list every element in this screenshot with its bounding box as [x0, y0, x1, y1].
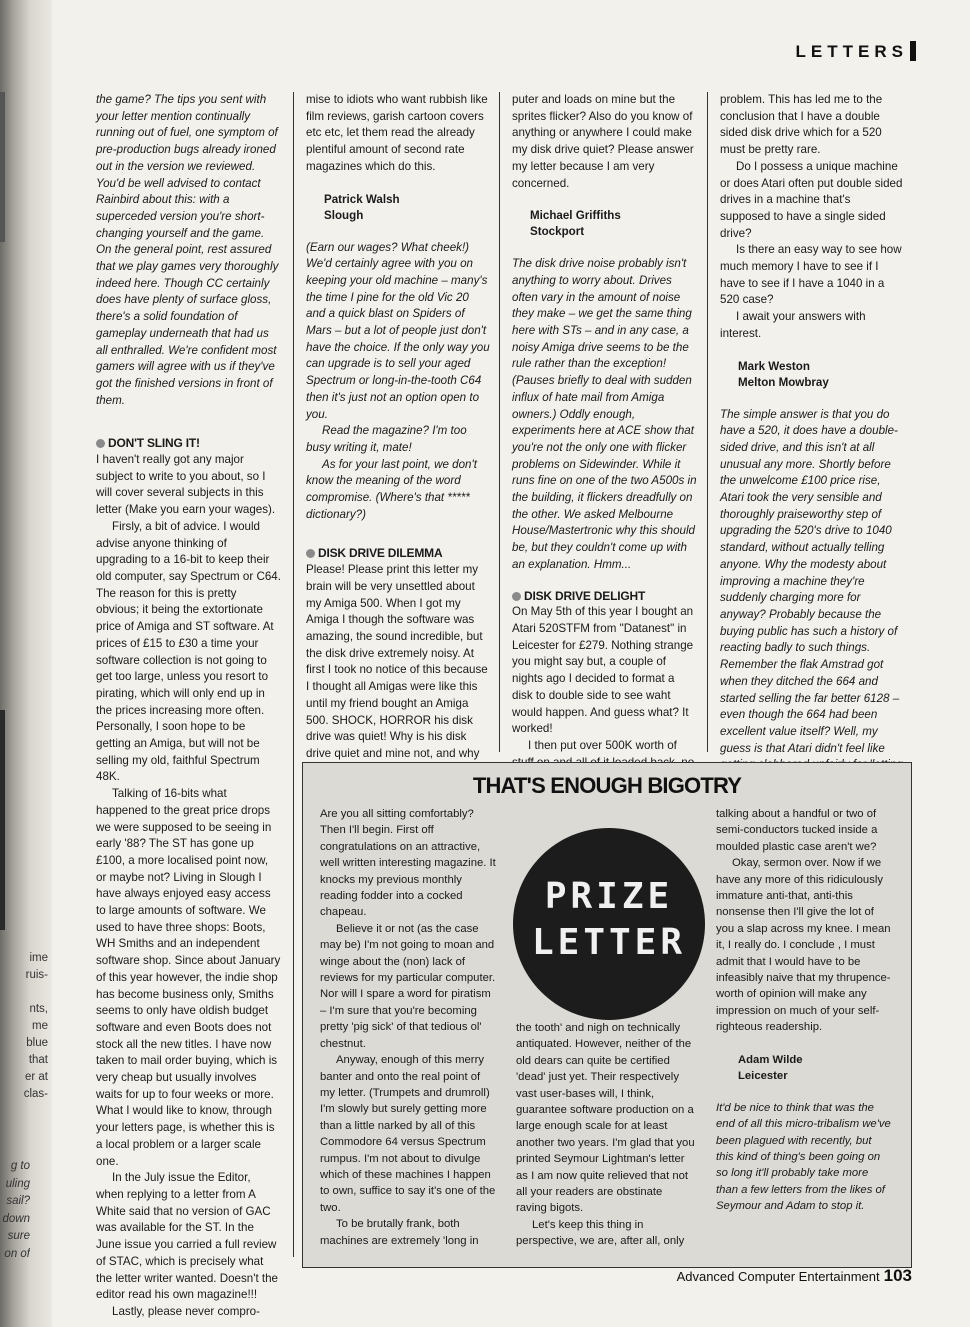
prize-column-1	[320, 806, 496, 1249]
letter-paragraph: Talking of 16-bits what happened to the great price drops we were supposed to be seeing in early '88? The ST has gone up £100, a more localised point now, or maybe not? Living in Slough I have always enjoyed easy access to large amounts of software. We used to have three shops: Boots, WH Smiths and an independent software shop. Since about January of this year however, the indie shop has become business only, Smiths seems to only have oldish budget software and even Boots does not stock all the new titles. I have now taken to mail order buying, which is very cheap but usually involves waits for up to four weeks or more. What I would like to know, through your letters page, is whether this is a local problem or a larger scale one.	[96, 787, 281, 1168]
bullet-icon	[96, 439, 105, 448]
badge-line: LETTER	[531, 922, 687, 963]
column-3	[512, 92, 698, 771]
adjacent-page-text: g to uling sail? down sure on of	[2, 1160, 30, 1260]
editor-reply: Read the magazine? I'm too busy writing it, mate!	[306, 424, 467, 454]
letter-paragraph: talking about a handful or two of semi-conductors tucked inside a moulded plastic case aren't we?	[716, 808, 878, 853]
page-number: 103	[883, 1266, 912, 1285]
letter-paragraph: To be brutally frank, both machines are extremely 'long in	[320, 1218, 479, 1247]
column-rule	[707, 92, 708, 752]
letter-paragraph: Okay, sermon over. Now if we have any more of this ridiculously immature anti-that, anti-this nonsense then I'll give the lot of you a slap across my knee. I mean it, I really do. I conclude , I must admit that I would have to be infeasibly naive that my thrupence-worth of opinion will make any impression on much of your self- righteous readership.	[716, 857, 891, 1034]
prize-column-3	[716, 806, 892, 1215]
letter-paragraph: On May 5th of this year I bought an Atari 520STFM from "Datanest" in Leicester for £279. Nothing strange you might say but, a couple of nights ago I decided to format a disk to double side to see waht would happen. And guess what? It worked!	[512, 605, 694, 736]
bullet-icon	[306, 549, 315, 558]
letter-paragraph: Let's keep this thing in perspective, we are, after all, only	[516, 1218, 685, 1248]
column-rule	[293, 92, 294, 1257]
letter-paragraph: I then put over 500K worth of	[528, 738, 677, 752]
page-footer	[677, 1266, 912, 1286]
magazine-name: Advanced Computer Entertainment	[676, 1269, 880, 1284]
editor-reply: the game? The tips you sent with your letter mention continually running out of fuel, one symptom of pre-production bugs already ironed out in the version we reviewed. You'd be well advised to contact Rainbird about this: with a superceded version you're short-changing yourself and the game. On the general point, rest assured that we play games very thoroughly indeed here. Though CC certainly does have plenty of surface gloss, there's a solid foundation of gameplay underneath that had us all enthralled. We're confident most gamers will agree with us if they've got the finished versions in front of them.	[96, 93, 279, 407]
letter-signature: Patrick Walsh Slough	[324, 192, 400, 222]
letter-paragraph: Anyway, enough of this merry banter and onto the real point of my letter. (Trumpets and drumroll) I'm slowly but surely getting more than a little narked by all of this Commodore 64 versus Spectrum rumpus. I'm not about to divulge which of these machines I happen to own, suffice to say it's one of the two.	[320, 1054, 496, 1214]
prize-letter-badge	[513, 828, 705, 1020]
adjacent-page-text: ime ruis- nts, me blue that er at clas-	[23, 952, 48, 1100]
editor-reply: It'd be nice to think that was the end of all this micro-tribalism we've been plagued with recently, but this kind of thing's been going on so long it'll probably take more than a few letters from the likes of Seymour and Adam to stop it.	[716, 1101, 891, 1213]
letter-signature: Mark Weston Melton Mowbray	[738, 359, 829, 389]
letter-heading: DISK DRIVE DILEMMA	[306, 545, 490, 562]
letter-paragraph: mise to idiots who want rubbish like film reviews, garish cartoon covers etc etc, let them read the already plentiful amount of second rate magazines which do this.	[306, 93, 488, 173]
letter-paragraph: problem. This has led me to the conclusion that I have a double sided disk drive which for a 520 must be pretty rare.	[720, 93, 883, 157]
letter-paragraph: Do I possess a unique machine or does Atari often put double sided drives in a machine that's supposed to have a single sided drive?	[720, 159, 903, 240]
letter-signature: Adam Wilde Leicester	[738, 1053, 803, 1082]
letter-paragraph: puter and loads on mine but the sprites flicker? Also do you know of anything or anywhere I could make my disk drive quiet? Please answer my letter because I am very concerned.	[512, 93, 694, 190]
page-gutter-shadow	[0, 0, 52, 1327]
gutter-rule	[0, 710, 5, 930]
letter-paragraph: Is there an easy way to see how much memory I have to see if I have to see if I have a 1040 in a 520 case?	[720, 243, 902, 307]
letter-paragraph: the tooth' and nigh on technically antiquated. However, neither of the old dears can quite be certified 'dead' just yet. Their respectively vast user-bases will, I think, guarantee software production on a large enough scale for at least another two years. I'm glad that you printed Seymour Lightman's letter as I am now quite relieved that not all your readers are obstinate raving bigots.	[516, 1022, 695, 1215]
letter-paragraph: In the July issue the Editor, when replying to a letter from A White said that no version of GAC was available for the ST. In the June issue you carried a full review of STAC, which is precisely what the letter writer wanted. Doesn't the editor read his own magazine!!!	[96, 1171, 279, 1302]
column-rule	[499, 92, 500, 752]
section-header: LETTERS	[796, 41, 916, 62]
editor-reply: (Earn our wages? What cheek!) We'd certainly agree with you on keeping your old machine – many's the time I pine for the old Vic 20 and a quick blast on Spiders of Mars – but a lot of people just don't have the choice. If the only way you can upgrade is to sell your aged Spectrum or long-in-the-tooth C64 then it's just not an option open to you.	[306, 240, 490, 421]
letter-paragraph: Lastly, please never compro-	[112, 1304, 260, 1318]
letter-paragraph: Believe it or not (as the case may be) I'm not going to moan and winge about the (non) lack of reviews for my particular computer. Nor will I spare a word for piratism – I'm sure that you're becoming pretty 'pig sick' of that tedious ol' chestnut.	[320, 922, 496, 1050]
bullet-icon	[512, 592, 521, 601]
letter-heading: DISK DRIVE DELIGHT	[512, 588, 698, 605]
prize-letter-title: THAT'S ENOUGH BIGOTRY	[472, 773, 742, 798]
editor-reply: As for your last point, we don't know the meaning of the word compromise. (Where's that ***** dictionary?)	[306, 457, 477, 521]
editor-reply: The disk drive noise probably isn't anything to worry about. Drives often vary in the amount of noise they make – we get the same thing here with STs – and in any case, a noisy Amiga drive seems to be the rule rather than the exception! (Pauses briefly to deal with sudden influx of hate mail from Amiga owners.) Oddly enough, experiments here at ACE show that you're not the only one with flicker problems on Sidewinder. While it runs fine on one of the two A500s in the building, it flickers dreadfully on the other. We asked Melbourne House/Mastertronic why this should be, but they couldn't come up with an explanation. Hmm...	[512, 257, 697, 571]
column-2	[306, 92, 490, 779]
header-mark-icon	[910, 41, 916, 61]
column-4	[720, 92, 903, 791]
letter-heading: DON'T SLING IT!	[96, 435, 281, 452]
gutter-rule	[0, 92, 5, 242]
letter-paragraph: Are you all sitting comfortably? Then I'll begin. First off congratulations on an attractive, well written interesting magazine. It knocks my previous monthly reading fodder into a cocked chapeau.	[320, 808, 496, 919]
letter-paragraph: Firsly, a bit of advice. I would advise anyone thinking of upgrading to a 16-bit to keep their old computer, say Spectrum or C64. The reason for this is pretty obvious; it being the extortionate price of Amiga and ST software. At prices of £15 to £30 a time your software collection is not going to get too large, unless you resort to pirating, which will only end up in the prices increasing more often. Personally, I soon hope to be getting an Amiga, but will not be selling my old, faithful Spectrum 48K.	[96, 519, 281, 784]
letter-paragraph: I await your answers with interest.	[720, 310, 866, 340]
badge-line: PRIZE	[544, 876, 674, 917]
letter-paragraph: Please! Please print this letter my brain will be very unsettled about my Amiga 500. When I got my Amiga I though the software was amazing, the sound incredible, but the disk drive extremely noisy. At first I took no notice of this because I thought all Amigas were like this until my friend bought an Amiga 500. SHOCK, HORROR his disk drive was quiet! Why is his disk drive quiet and mine not, and why	[306, 563, 488, 760]
editor-reply: The simple answer is that you do have a 520, it does have a double-sided drive, and this isn't at all unusual any more. Shortly before the unwelcome £100 price rise, Atari took the very sensible and thoroughly praiseworthy step of upgrading the 520's drive to 1040 standard, without actually telling anyone. Why the modesty about improving a machine they're suddenly charging more for anyway? Probably because the buying public has such a history of reacting badly to such things. Remember the flak Amstrad got when they ditched the 664 and started selling the far better 6128 – even though the 664 had been excellent value itself? Well, my guess is that Atari didn't feel like	[720, 407, 900, 755]
letter-paragraph: I haven't really got any major subject to write to you about, so I will cover several subjects in this letter (Make you earn your wages).	[96, 453, 276, 517]
column-1	[96, 92, 281, 1321]
letter-signature: Michael Griffiths Stockport	[530, 209, 621, 239]
prize-column-2	[516, 1020, 696, 1250]
